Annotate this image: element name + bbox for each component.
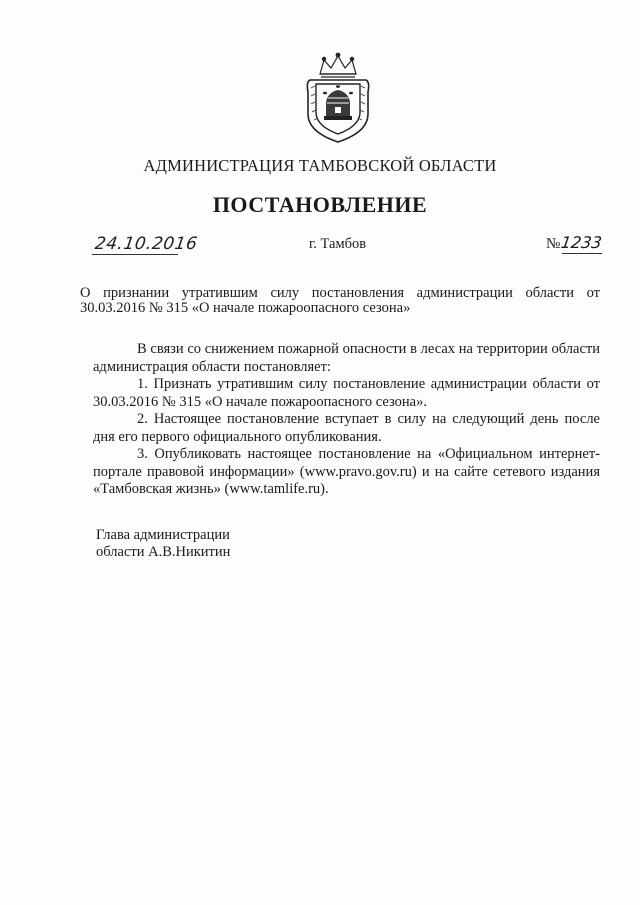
organization-name: АДМИНИСТРАЦИЯ ТАМБОВСКОЙ ОБЛАСТИ (143, 156, 497, 175)
document-subject: О признании утратившим силу постановления администрации области от 30.03.2016 № 315 «О начале пожароопасного сезона» (80, 285, 600, 316)
body-item-3: 3. Опубликовать настоящее постановление на «Официальном интернет-портале правовой информации» (www.pravo.gov.ru) и на сайте сетевого издания «Тамбовская жизнь» (www.tamlife.ru). (93, 446, 600, 497)
body-preamble: В связи со снижением пожарной опасности в лесах на территории области администрация области постановляет: (93, 341, 600, 375)
tambov-coat-of-arms-icon (300, 52, 376, 144)
body-item-1: 1. Признать утратившим силу постановление администрации области от 30.03.2016 № 315 «О начале пожароопасного сезона». (93, 376, 600, 410)
number-value: 1233 (559, 233, 604, 252)
signature-block (96, 527, 230, 561)
document-date: 24.10.2016 (93, 234, 199, 254)
document-body (93, 341, 600, 499)
document-city: г. Тамбов (309, 236, 367, 252)
document-number (546, 233, 602, 253)
document-type: ПОСТАНОВЛЕНИЕ (212, 192, 428, 217)
signature-title: Глава администрации (96, 527, 230, 543)
number-underline (562, 253, 602, 254)
signature-name: области А.В.Никитин (96, 544, 231, 560)
number-sign: № (546, 236, 561, 252)
body-item-2: 2. Настоящее постановление вступает в силу на следующий день после дня его первого официального опубликования. (93, 411, 600, 445)
date-underline (92, 254, 178, 255)
